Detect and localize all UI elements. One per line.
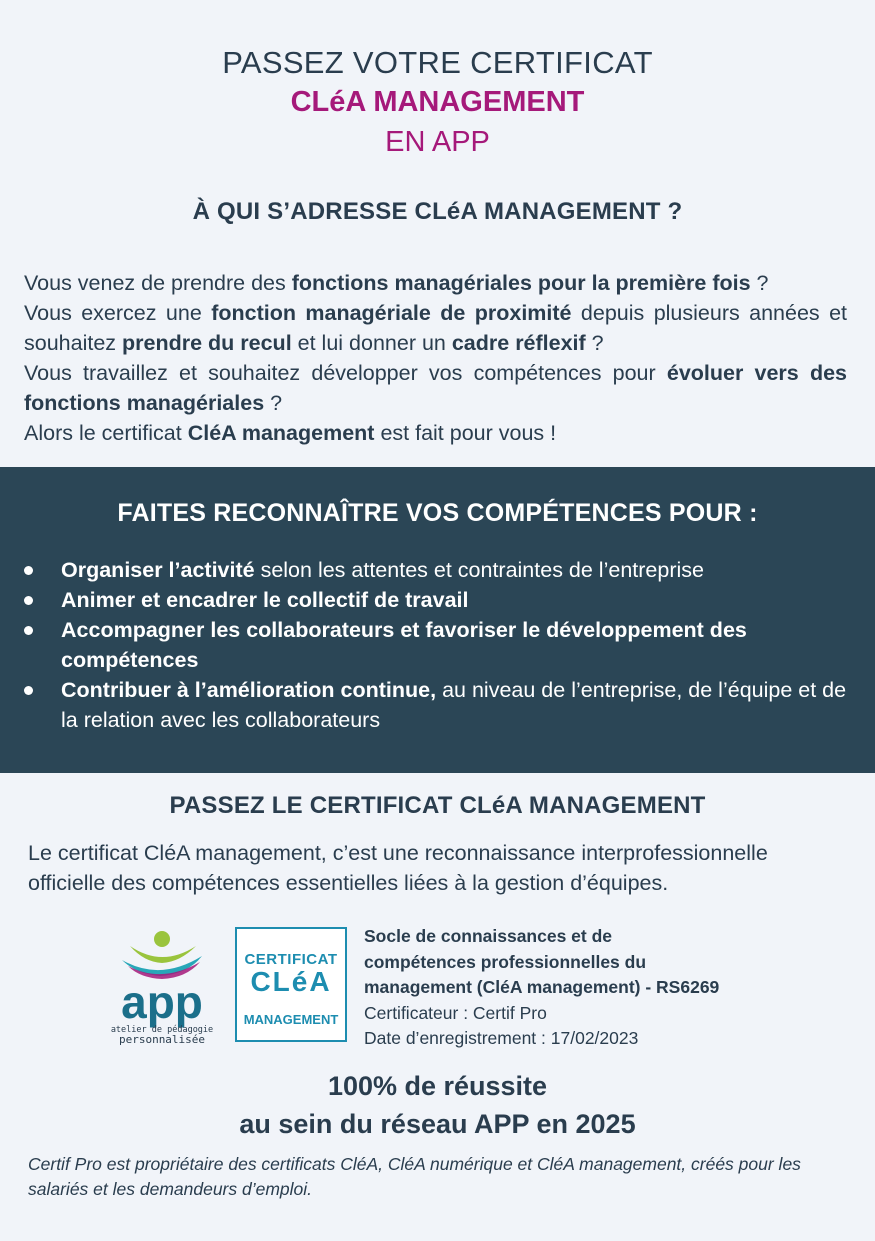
certificate-info — [364, 924, 719, 1052]
success-rate — [0, 1067, 875, 1143]
intro-bold: évoluer vers des fonctions managériales — [24, 361, 847, 415]
list-item — [24, 585, 851, 615]
page-header — [0, 0, 875, 162]
bullet-icon — [24, 596, 33, 605]
skill-bold: Contribuer à l’amélioration continue, — [61, 678, 437, 702]
intro-bold: CléA management — [187, 421, 375, 445]
logos-row — [0, 922, 875, 1052]
clea-logo-certificat: CERTIFICAT — [244, 951, 338, 968]
cert-info-bold: Socle de connaissances et de — [364, 926, 613, 946]
skill-bold: Animer et encadrer le collectif de travail — [61, 588, 469, 612]
certifier-line: Certificateur : Certif Pro — [364, 1002, 547, 1023]
cert-info-line — [364, 975, 719, 1001]
intro-text: Vous exercez une — [24, 301, 212, 325]
intro-bold: fonctions managériales pour la première fois — [291, 271, 751, 295]
intro-text: ? — [750, 271, 769, 295]
success-line-1: 100% de réussite — [327, 1071, 548, 1101]
cert-info-bold: management (CléA management) - RS6269 — [364, 977, 720, 997]
intro-bold: cadre réflexif — [451, 331, 586, 355]
intro-text: Alors le certificat — [24, 421, 188, 445]
cert-info-bold: compétences professionnelles du — [364, 951, 647, 972]
success-line-2: au sein du réseau APP en 2025 — [239, 1109, 636, 1139]
certificate-text: Le certificat CléA management, c’est une reconnaissance interprofessionnelle officielle des compétences essentielles liées à la gestion d’équipes. — [28, 841, 768, 895]
intro-text: Vous travaillez et souhaitez développer vos compétences pour — [24, 361, 667, 385]
bullet-icon — [24, 686, 33, 695]
certificate-section — [0, 773, 875, 898]
intro-bold: fonction managériale de proximité — [211, 301, 572, 325]
cert-info-line — [364, 924, 719, 950]
intro-bold: prendre du recul — [122, 331, 292, 355]
intro-text: et lui donner un — [291, 331, 452, 355]
intro-text: est fait pour vous ! — [374, 421, 557, 445]
certificate-title: PASSEZ LE CERTIFICAT CLéA MANAGEMENT — [169, 792, 706, 819]
app-logo-head — [154, 931, 170, 947]
header-line-2: CLéA MANAGEMENT — [290, 86, 585, 118]
skill-text: au niveau de l’entreprise, de l’équipe et de la relation avec les collaborateurs — [61, 678, 847, 732]
skills-band — [0, 467, 875, 773]
intro-text: ? — [264, 391, 283, 415]
header-line-1: PASSEZ VOTRE CERTIFICAT — [222, 45, 653, 80]
clea-logo-name: CLéA — [250, 966, 332, 997]
list-item — [24, 555, 851, 585]
clea-logo-management: MANAGEMENT — [243, 1012, 339, 1027]
registration-date-line: Date d’enregistrement : 17/02/2023 — [364, 1028, 639, 1048]
footnote: Certif Pro est propriétaire des certificats CléA, CléA numérique et CléA management, créés pour les salariés et les demandeurs d’emploi. — [28, 1154, 801, 1199]
bullet-icon — [24, 566, 33, 575]
skills-list — [24, 555, 851, 735]
cert-info-line — [364, 950, 719, 976]
clea-logo — [235, 927, 347, 1042]
header-line-3: EN APP — [385, 126, 490, 158]
skill-text: selon les attentes et contraintes de l’entreprise — [254, 558, 704, 582]
app-logo-sub-2: personnalisée — [118, 1033, 206, 1046]
skill-bold: Accompagner les collaborateurs et favoriser le développement des compétences — [61, 618, 747, 672]
skills-title: FAITES RECONNAÎTRE VOS COMPÉTENCES POUR : — [117, 499, 758, 527]
app-logo-sub-1: atelier de pédagogie — [110, 1025, 214, 1035]
intro-text: Vous venez de prendre des — [24, 271, 292, 295]
app-logo-arms — [130, 946, 196, 963]
skill-bold: Organiser l’activité — [61, 558, 255, 582]
list-item — [24, 615, 851, 675]
app-logo-word: app — [121, 976, 203, 1028]
app-logo — [110, 926, 220, 1046]
list-item — [24, 675, 851, 735]
audience-title: À QUI S’ADRESSE CLéA MANAGEMENT ? — [192, 198, 683, 225]
intro-text: ? — [585, 331, 604, 355]
bullet-icon — [24, 626, 33, 635]
audience-text — [24, 268, 847, 448]
intro-text: depuis plusieurs années et souhaitez — [24, 301, 848, 355]
